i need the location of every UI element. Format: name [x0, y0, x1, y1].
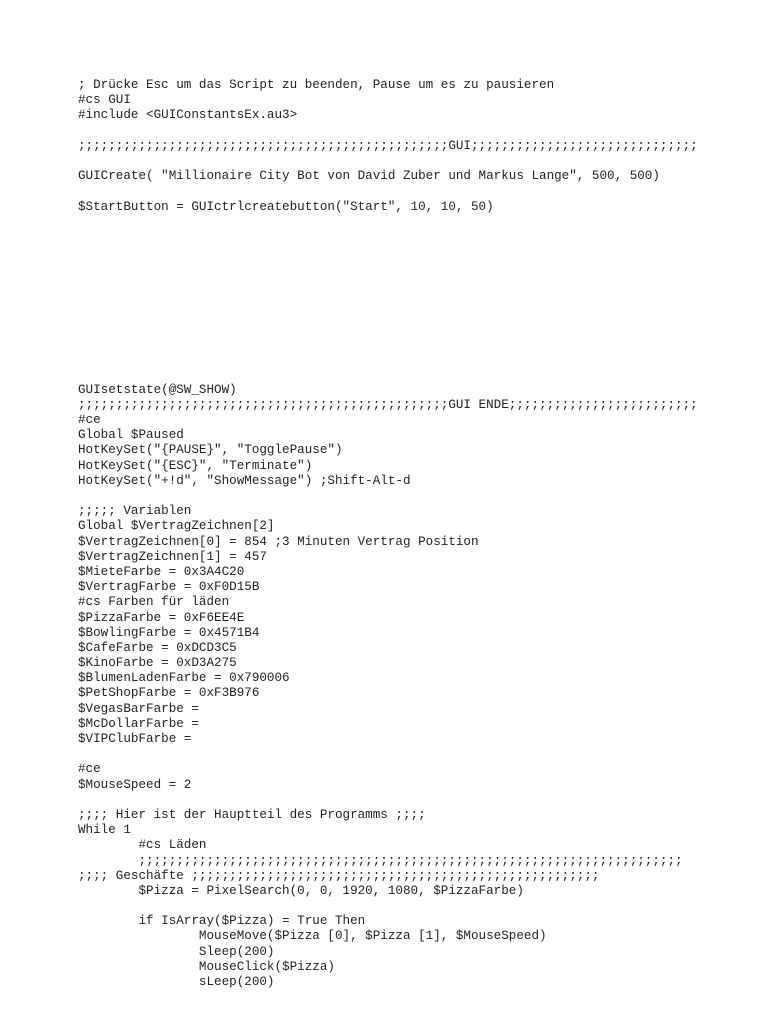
- code-block-variables: [78, 504, 758, 747]
- code-line: $VertragZeichnen[0] = 854 ;3 Minuten Vertrag Position: [78, 534, 479, 549]
- code-line: GUICreate( "Millionaire City Bot von David Zuber und Markus Lange", 500, 500): [78, 169, 660, 184]
- whitespace-gap: [78, 215, 758, 383]
- blank-line: [78, 793, 758, 808]
- code-line: MouseClick($Pizza): [78, 959, 335, 974]
- code-line: HotKeySet("{ESC}", "Terminate"): [78, 458, 313, 473]
- code-line: $MieteFarbe = 0x3A4C20: [78, 564, 245, 579]
- code-line: ;;;;;;;;;;;;;;;;;;;;;;;;;;;;;;;;;;;;;;;;;;;;;;;;;;;;;;;;;;;;;;;;;;;;;;;;: [78, 853, 683, 868]
- blank-line: [78, 184, 758, 199]
- code-line: GUIsetstate(@SW_SHOW): [78, 382, 237, 397]
- code-line: $CafeFarbe = 0xDCD3C5: [78, 640, 237, 655]
- code-line: $Pizza = PixelSearch(0, 0, 1920, 1080, $PizzaFarbe): [78, 883, 524, 898]
- code-line: $MouseSpeed = 2: [78, 777, 192, 792]
- code-line: $VegasBarFarbe =: [78, 701, 199, 716]
- blank-line: [78, 154, 758, 169]
- code-line: ;;;; Geschäfte ;;;;;;;;;;;;;;;;;;;;;;;;;;;;;;;;;;;;;;;;;;;;;;;;;;;;;;: [78, 868, 600, 883]
- code-line: HotKeySet("+!d", "ShowMessage") ;Shift-Alt-d: [78, 473, 411, 488]
- code-line: ; Drücke Esc um das Script zu beenden, Pause um es zu pausieren: [78, 78, 555, 92]
- code-block-mouse-speed: [78, 762, 758, 792]
- code-line: if IsArray($Pizza) = True Then: [78, 914, 366, 929]
- code-line: $PetShopFarbe = 0xF3B976: [78, 686, 260, 701]
- code-line: $BlumenLadenFarbe = 0x790006: [78, 671, 290, 686]
- blank-line: [78, 489, 758, 504]
- code-block-main-loop: [78, 808, 758, 899]
- code-block-start-button: [78, 200, 758, 215]
- code-line: #ce: [78, 413, 101, 428]
- code-block-gui-separator: [78, 139, 758, 154]
- code-line: While 1: [78, 823, 131, 838]
- blank-line: [78, 124, 758, 139]
- code-line: #ce: [78, 762, 101, 777]
- code-line: #cs Farben für läden: [78, 595, 230, 610]
- code-line: $VertragZeichnen[1] = 457: [78, 549, 267, 564]
- code-line: #cs Läden: [78, 838, 207, 853]
- code-line: sLeep(200): [78, 975, 275, 989]
- code-line: $KinoFarbe = 0xD3A275: [78, 656, 237, 671]
- code-line: $PizzaFarbe = 0xF6EE4E: [78, 610, 245, 625]
- code-line: ;;;;; Variablen: [78, 504, 192, 519]
- code-line: Global $VertragZeichnen[2]: [78, 519, 275, 534]
- blank-line: [78, 899, 758, 914]
- code-line: #cs GUI: [78, 93, 131, 108]
- code-document: [78, 78, 758, 990]
- code-line: MouseMove($Pizza [0], $Pizza [1], $MouseSpeed): [78, 929, 547, 944]
- code-line: Global $Paused: [78, 428, 184, 443]
- code-line: ;;;; Hier ist der Hauptteil des Programms ;;;;: [78, 807, 426, 822]
- code-block-pizza-check: [78, 914, 758, 990]
- code-block-header: [78, 78, 758, 124]
- code-line: $BowlingFarbe = 0x4571B4: [78, 625, 260, 640]
- blank-line: [78, 747, 758, 762]
- code-line: $VIPClubFarbe =: [78, 732, 192, 746]
- code-line: $McDollarFarbe =: [78, 716, 199, 731]
- code-line: Sleep(200): [78, 944, 275, 959]
- code-block-gui-create: [78, 169, 758, 184]
- code-line: $StartButton = GUIctrlcreatebutton("Start", 10, 10, 50): [78, 199, 494, 214]
- code-block-hotkeys: [78, 383, 758, 489]
- code-line: HotKeySet("{PAUSE}", "TogglePause"): [78, 443, 343, 458]
- code-line: $VertragFarbe = 0xF0D15B: [78, 580, 260, 595]
- code-line: #include <GUIConstantsEx.au3>: [78, 108, 298, 123]
- code-line: ;;;;;;;;;;;;;;;;;;;;;;;;;;;;;;;;;;;;;;;;;;;;;;;;;GUI;;;;;;;;;;;;;;;;;;;;;;;;;;;;;;: [78, 138, 698, 153]
- code-line: ;;;;;;;;;;;;;;;;;;;;;;;;;;;;;;;;;;;;;;;;;;;;;;;;;GUI ENDE;;;;;;;;;;;;;;;;;;;;;;;;;: [78, 397, 698, 412]
